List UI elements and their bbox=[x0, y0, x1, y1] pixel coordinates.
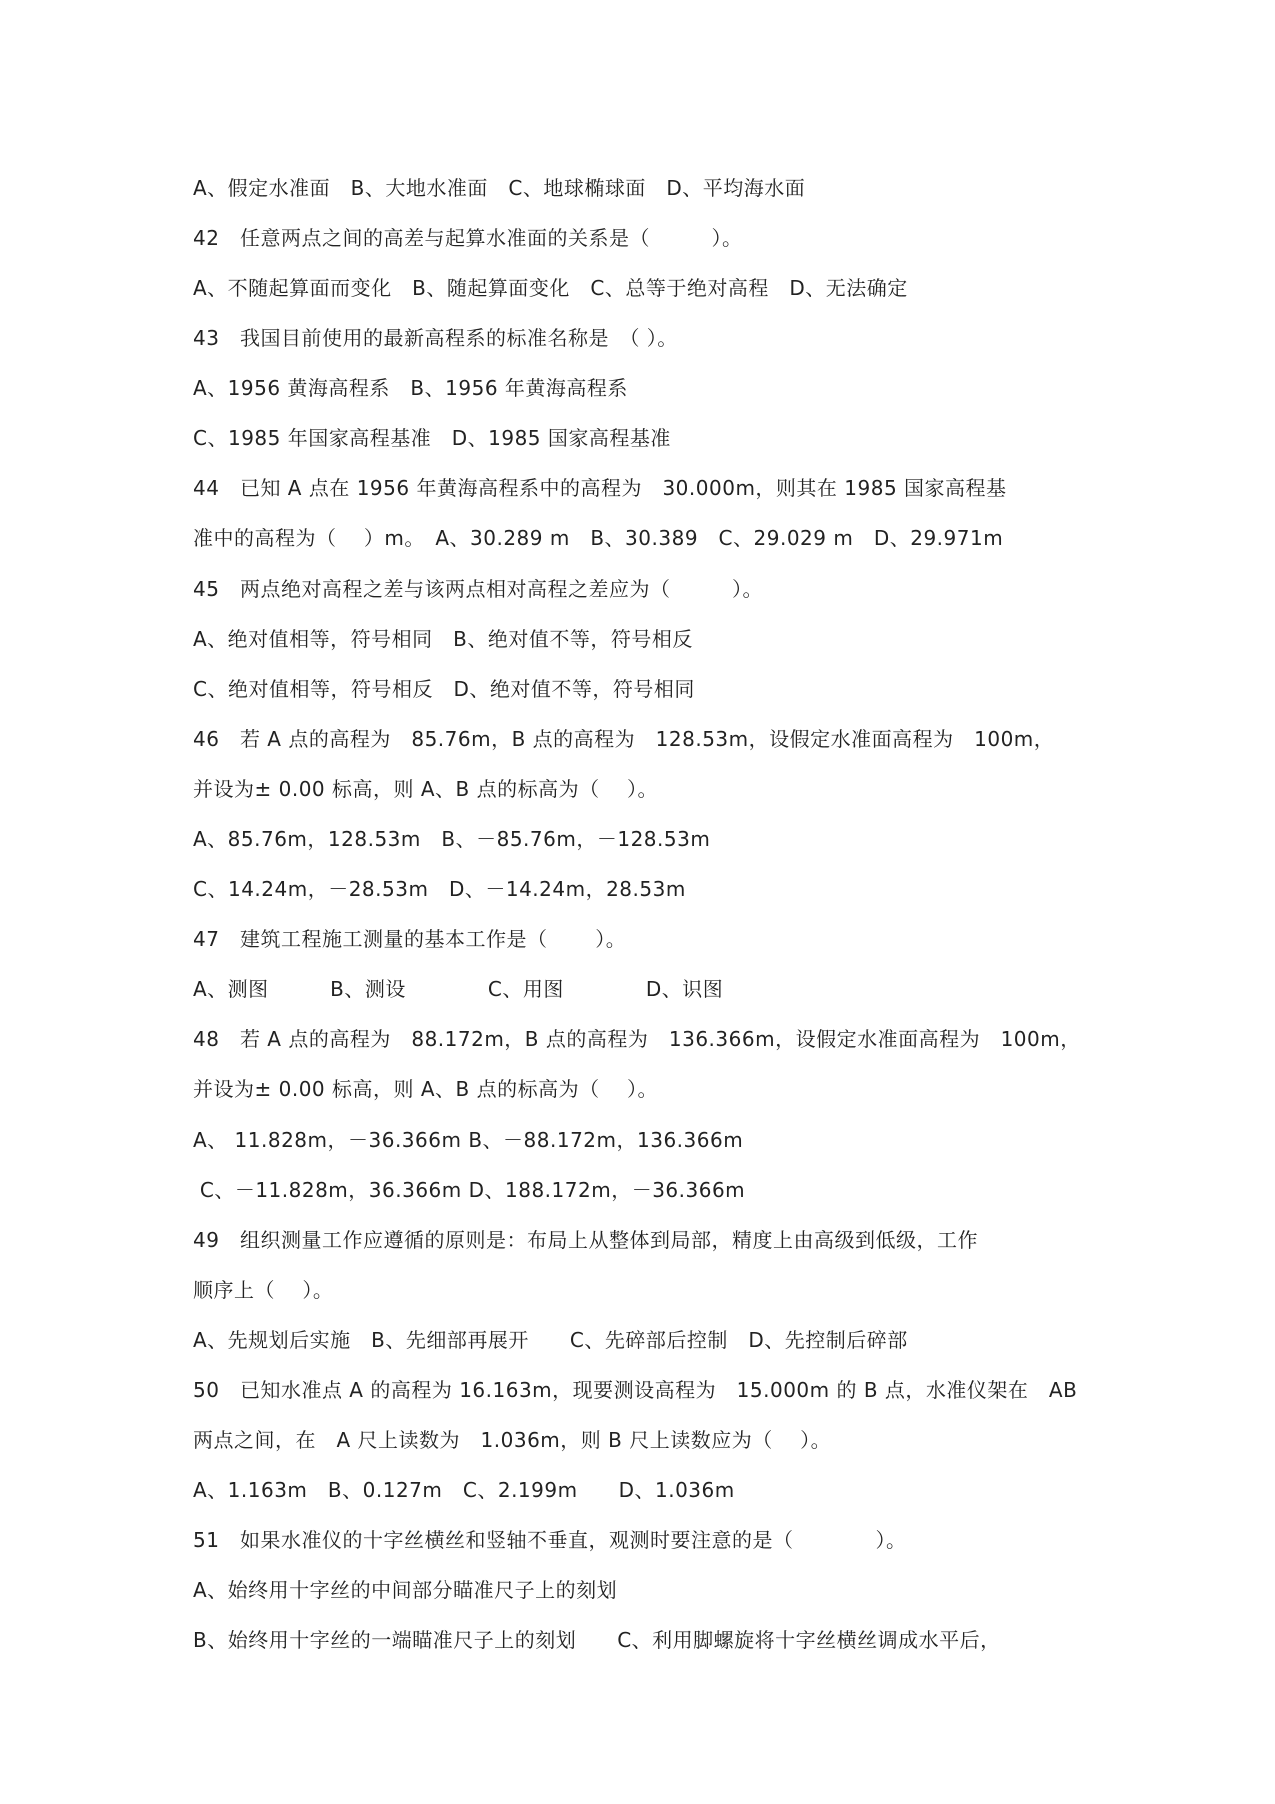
question-48: 48 若 A 点的高程为 88.172m，B 点的高程为 136.366m，设假定水准面高程为 100m， bbox=[193, 1027, 1081, 1051]
question-43: 43 我国目前使用的最新高程系的标准名称是 （ ）。 bbox=[193, 326, 678, 350]
question-51: 51 如果水准仪的十字丝横丝和竖轴不垂直，观测时要注意的是（ ）。 bbox=[193, 1528, 907, 1552]
text-line: 顺序上（ ）。 bbox=[193, 1278, 334, 1302]
text-line: C、14.24m，－28.53m D、－14.24m，28.53m bbox=[193, 877, 686, 901]
question-45: 45 两点绝对高程之差与该两点相对高程之差应为（ ）。 bbox=[193, 577, 763, 601]
text-line: A、始终用十字丝的中间部分瞄准尺子上的刻划 bbox=[193, 1578, 618, 1602]
text-line: C、－11.828m，36.366m D、188.172m，－36.366m bbox=[193, 1178, 746, 1202]
question-47: 47 建筑工程施工测量的基本工作是（ ）。 bbox=[193, 927, 627, 951]
question-46: 46 若 A 点的高程为 85.76m，B 点的高程为 128.53m，设假定水准面高程为 100m， bbox=[193, 727, 1055, 751]
text-line: C、1985 年国家高程基准 D、1985 国家高程基准 bbox=[193, 426, 671, 450]
text-line: 两点之间，在 A 尺上读数为 1.036m，则 B 尺上读数应为（ ）。 bbox=[193, 1428, 832, 1452]
text-line: A、假定水准面 B、大地水准面 C、地球椭球面 D、平均海水面 bbox=[193, 176, 806, 200]
text-line: A、先规划后实施 B、先细部再展开 C、先碎部后控制 D、先控制后碎部 bbox=[193, 1328, 908, 1352]
text-line: A、测图 B、测设 C、用图 D、识图 bbox=[193, 977, 724, 1001]
question-44: 44 已知 A 点在 1956 年黄海高程系中的高程为 30.000m，则其在 1985 国家高程基 bbox=[193, 476, 1007, 500]
text-line: A、不随起算面而变化 B、随起算面变化 C、总等于绝对高程 D、无法确定 bbox=[193, 276, 908, 300]
text-line: B、始终用十字丝的一端瞄准尺子上的刻划 C、利用脚螺旋将十字丝横丝调成水平后， bbox=[193, 1628, 1001, 1652]
text-line: A、绝对值相等，符号相同 B、绝对值不等，符号相反 bbox=[193, 627, 693, 651]
text-line: A、1956 黄海高程系 B、1956 年黄海高程系 bbox=[193, 376, 628, 400]
text-line: 并设为± 0.00 标高，则 A、B 点的标高为（ ）。 bbox=[193, 1077, 658, 1101]
text-line: A、1.163m B、0.127m C、2.199m D、1.036m bbox=[193, 1478, 735, 1502]
text-line: 并设为± 0.00 标高，则 A、B 点的标高为（ ）。 bbox=[193, 777, 658, 801]
question-50: 50 已知水准点 A 的高程为 16.163m，现要测设高程为 15.000m 的 B 点，水准仪架在 AB bbox=[193, 1378, 1078, 1402]
question-49: 49 组织测量工作应遵循的原则是：布局上从整体到局部，精度上由高级到低级，工作 bbox=[193, 1228, 978, 1252]
text-line: A、85.76m，128.53m B、－85.76m，－128.53m bbox=[193, 827, 711, 851]
text-line: 准中的高程为（ ）m。 A、30.289 m B、30.389 C、29.029 m D、29.971m bbox=[193, 526, 1004, 550]
question-42: 42 任意两点之间的高差与起算水准面的关系是（ ）。 bbox=[193, 226, 743, 250]
text-line: C、绝对值相等，符号相反 D、绝对值不等，符号相同 bbox=[193, 677, 695, 701]
text-line: A、 11.828m，－36.366m B、－88.172m，136.366m bbox=[193, 1128, 744, 1152]
